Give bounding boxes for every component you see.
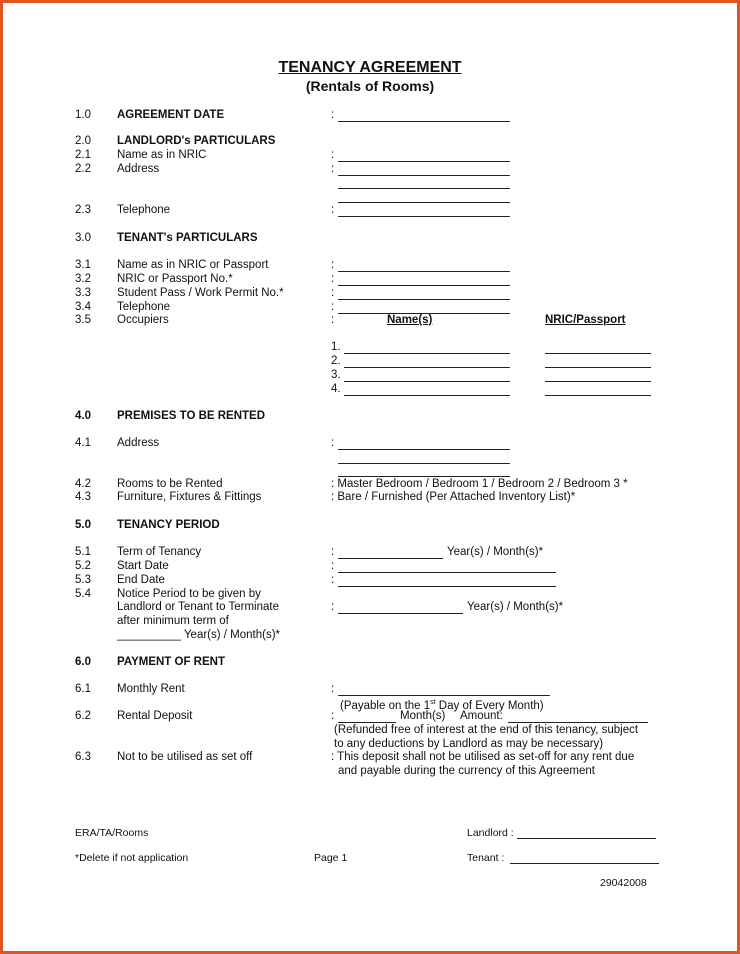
rooms-value[interactable]: : Master Bedroom / Bedroom 1 / Bedroom 2 / Bedroom 3 *	[331, 478, 628, 490]
notice-label-2: Landlord or Tenant to Terminate	[117, 601, 279, 613]
set-off-note-1: : This deposit shall not be utilised as set-off for any rent due	[331, 751, 635, 763]
item-num: 3.3	[75, 287, 91, 299]
item-num: 3.5	[75, 314, 91, 326]
premises-address-label: Address	[117, 437, 160, 449]
end-date-label: End Date	[117, 574, 165, 586]
tenant-signature-label: Tenant :	[467, 852, 505, 864]
section-1-num: 1.0	[75, 109, 91, 121]
tenant-nric-line[interactable]	[338, 285, 510, 286]
colon: :	[331, 710, 335, 722]
agreement-date-line[interactable]	[338, 121, 510, 122]
start-date-label: Start Date	[117, 560, 169, 572]
occupier-nric-header: NRIC/Passport	[545, 314, 626, 326]
item-num: 4.3	[75, 491, 91, 503]
item-num: 6.2	[75, 710, 91, 722]
tenant-pass-label: Student Pass / Work Permit No.*	[117, 287, 284, 299]
item-num: 2.1	[75, 149, 91, 161]
section-1-label: AGREEMENT DATE	[117, 109, 225, 121]
landlord-address-line-2[interactable]	[338, 188, 510, 189]
section-5-num: 5.0	[75, 519, 91, 531]
colon: :	[331, 259, 335, 271]
landlord-address-line-3[interactable]	[338, 202, 510, 203]
landlord-signature-line[interactable]	[517, 838, 656, 839]
occupier-name-line[interactable]	[344, 395, 510, 396]
occupier-name-line[interactable]	[344, 367, 510, 368]
item-num: 6.1	[75, 683, 91, 695]
section-3-num: 3.0	[75, 232, 91, 244]
occupier-name-line[interactable]	[344, 353, 510, 354]
section-2-num: 2.0	[75, 135, 91, 147]
landlord-signature-label: Landlord :	[467, 827, 514, 839]
monthly-rent-label: Monthly Rent	[117, 683, 185, 695]
set-off-note-2: and payable during the currency of this Agreement	[338, 765, 595, 777]
section-4-num: 4.0	[75, 410, 91, 422]
item-num: 5.2	[75, 560, 91, 572]
colon: :	[331, 301, 335, 313]
occupier-nric-line[interactable]	[545, 353, 651, 354]
footer-ref: ERA/TA/Rooms	[75, 827, 149, 839]
item-num: 2.2	[75, 163, 91, 175]
end-date-line[interactable]	[338, 586, 556, 587]
colon: :	[331, 287, 335, 299]
furniture-value[interactable]: : Bare / Furnished (Per Attached Inventory List)*	[331, 491, 576, 503]
occupiers-label: Occupiers	[117, 314, 169, 326]
colon: :	[331, 109, 335, 121]
occupier-name-line[interactable]	[344, 381, 510, 382]
colon: :	[331, 546, 335, 558]
colon: :	[331, 314, 335, 326]
tenant-name-label: Name as in NRIC or Passport	[117, 259, 269, 271]
notice-suffix: Year(s) / Month(s)*	[467, 601, 564, 613]
item-num: 5.1	[75, 546, 91, 558]
delete-note: *Delete if not application	[75, 852, 189, 864]
start-date-line[interactable]	[338, 572, 556, 573]
landlord-address-line-1[interactable]	[338, 175, 510, 176]
deposit-note-2: to any deductions by Landlord as may be necessary)	[334, 738, 604, 750]
landlord-address-label: Address	[117, 163, 160, 175]
tenant-name-line[interactable]	[338, 271, 510, 272]
occupier-names-header: Name(s)	[387, 314, 433, 326]
term-line[interactable]	[338, 558, 443, 559]
colon: :	[331, 273, 335, 285]
colon: :	[331, 560, 335, 572]
landlord-telephone-line[interactable]	[338, 216, 510, 217]
section-5-label: TENANCY PERIOD	[117, 519, 220, 531]
item-num: 4.2	[75, 478, 91, 490]
item-num: 3.4	[75, 301, 91, 313]
colon: :	[331, 163, 335, 175]
set-off-label: Not to be utilised as set off	[117, 751, 253, 763]
notice-label-4[interactable]: __________ Year(s) / Month(s)*	[117, 629, 281, 641]
item-num: 4.1	[75, 437, 91, 449]
section-6-label: PAYMENT OF RENT	[117, 656, 225, 668]
item-num: 5.3	[75, 574, 91, 586]
deposit-months-label: Month(s)	[400, 710, 446, 722]
occupier-nric-line[interactable]	[545, 381, 651, 382]
item-num: 3.1	[75, 259, 91, 271]
deposit-amount-label: Amount:	[460, 710, 503, 722]
colon: :	[331, 149, 335, 161]
furniture-label: Furniture, Fixtures & Fittings	[117, 491, 262, 503]
colon: :	[331, 574, 335, 586]
notice-label-3: after minimum term of	[117, 615, 229, 627]
occupier-num: 3.	[331, 369, 341, 381]
page-number: Page 1	[314, 852, 348, 864]
colon: :	[331, 437, 335, 449]
colon: :	[331, 601, 335, 613]
page-subtitle: (Rentals of Rooms)	[305, 78, 435, 94]
occupier-num: 2.	[331, 355, 341, 367]
landlord-telephone-label: Telephone	[117, 204, 171, 216]
occupier-num: 1.	[331, 341, 341, 353]
occupier-nric-line[interactable]	[545, 395, 651, 396]
landlord-name-line[interactable]	[338, 161, 510, 162]
monthly-rent-note: (Payable on the 1st Day of Every Month)	[340, 699, 544, 712]
term-suffix: Year(s) / Month(s)*	[447, 546, 544, 558]
deposit-note-1: (Refunded free of interest at the end of this tenancy, subject	[334, 724, 639, 736]
tenant-nric-label: NRIC or Passport No.*	[117, 273, 233, 285]
document-code: 29042008	[600, 877, 647, 889]
term-label: Term of Tenancy	[117, 546, 202, 558]
rooms-label: Rooms to be Rented	[117, 478, 223, 490]
notice-label-1: Notice Period to be given by	[117, 588, 261, 600]
colon: :	[331, 204, 335, 216]
tenant-signature-line[interactable]	[510, 863, 659, 864]
section-4-label: PREMISES TO BE RENTED	[117, 410, 266, 422]
section-3-label: TENANT's PARTICULARS	[117, 232, 258, 244]
page-title: TENANCY AGREEMENT	[278, 59, 462, 76]
item-num: 2.3	[75, 204, 91, 216]
section-6-num: 6.0	[75, 656, 91, 668]
notice-line[interactable]	[338, 613, 463, 614]
item-num: 3.2	[75, 273, 91, 285]
item-num: 6.3	[75, 751, 91, 763]
tenant-pass-line[interactable]	[338, 299, 510, 300]
item-num: 5.4	[75, 588, 91, 600]
section-2-label: LANDLORD's PARTICULARS	[117, 135, 276, 147]
deposit-label: Rental Deposit	[117, 710, 193, 722]
tenant-telephone-label: Telephone	[117, 301, 171, 313]
occupier-nric-line[interactable]	[545, 367, 651, 368]
colon: :	[331, 683, 335, 695]
premises-address-line-1[interactable]	[338, 449, 510, 450]
occupier-num: 4.	[331, 383, 341, 395]
premises-address-line-2[interactable]	[338, 463, 510, 464]
landlord-name-label: Name as in NRIC	[117, 149, 207, 161]
